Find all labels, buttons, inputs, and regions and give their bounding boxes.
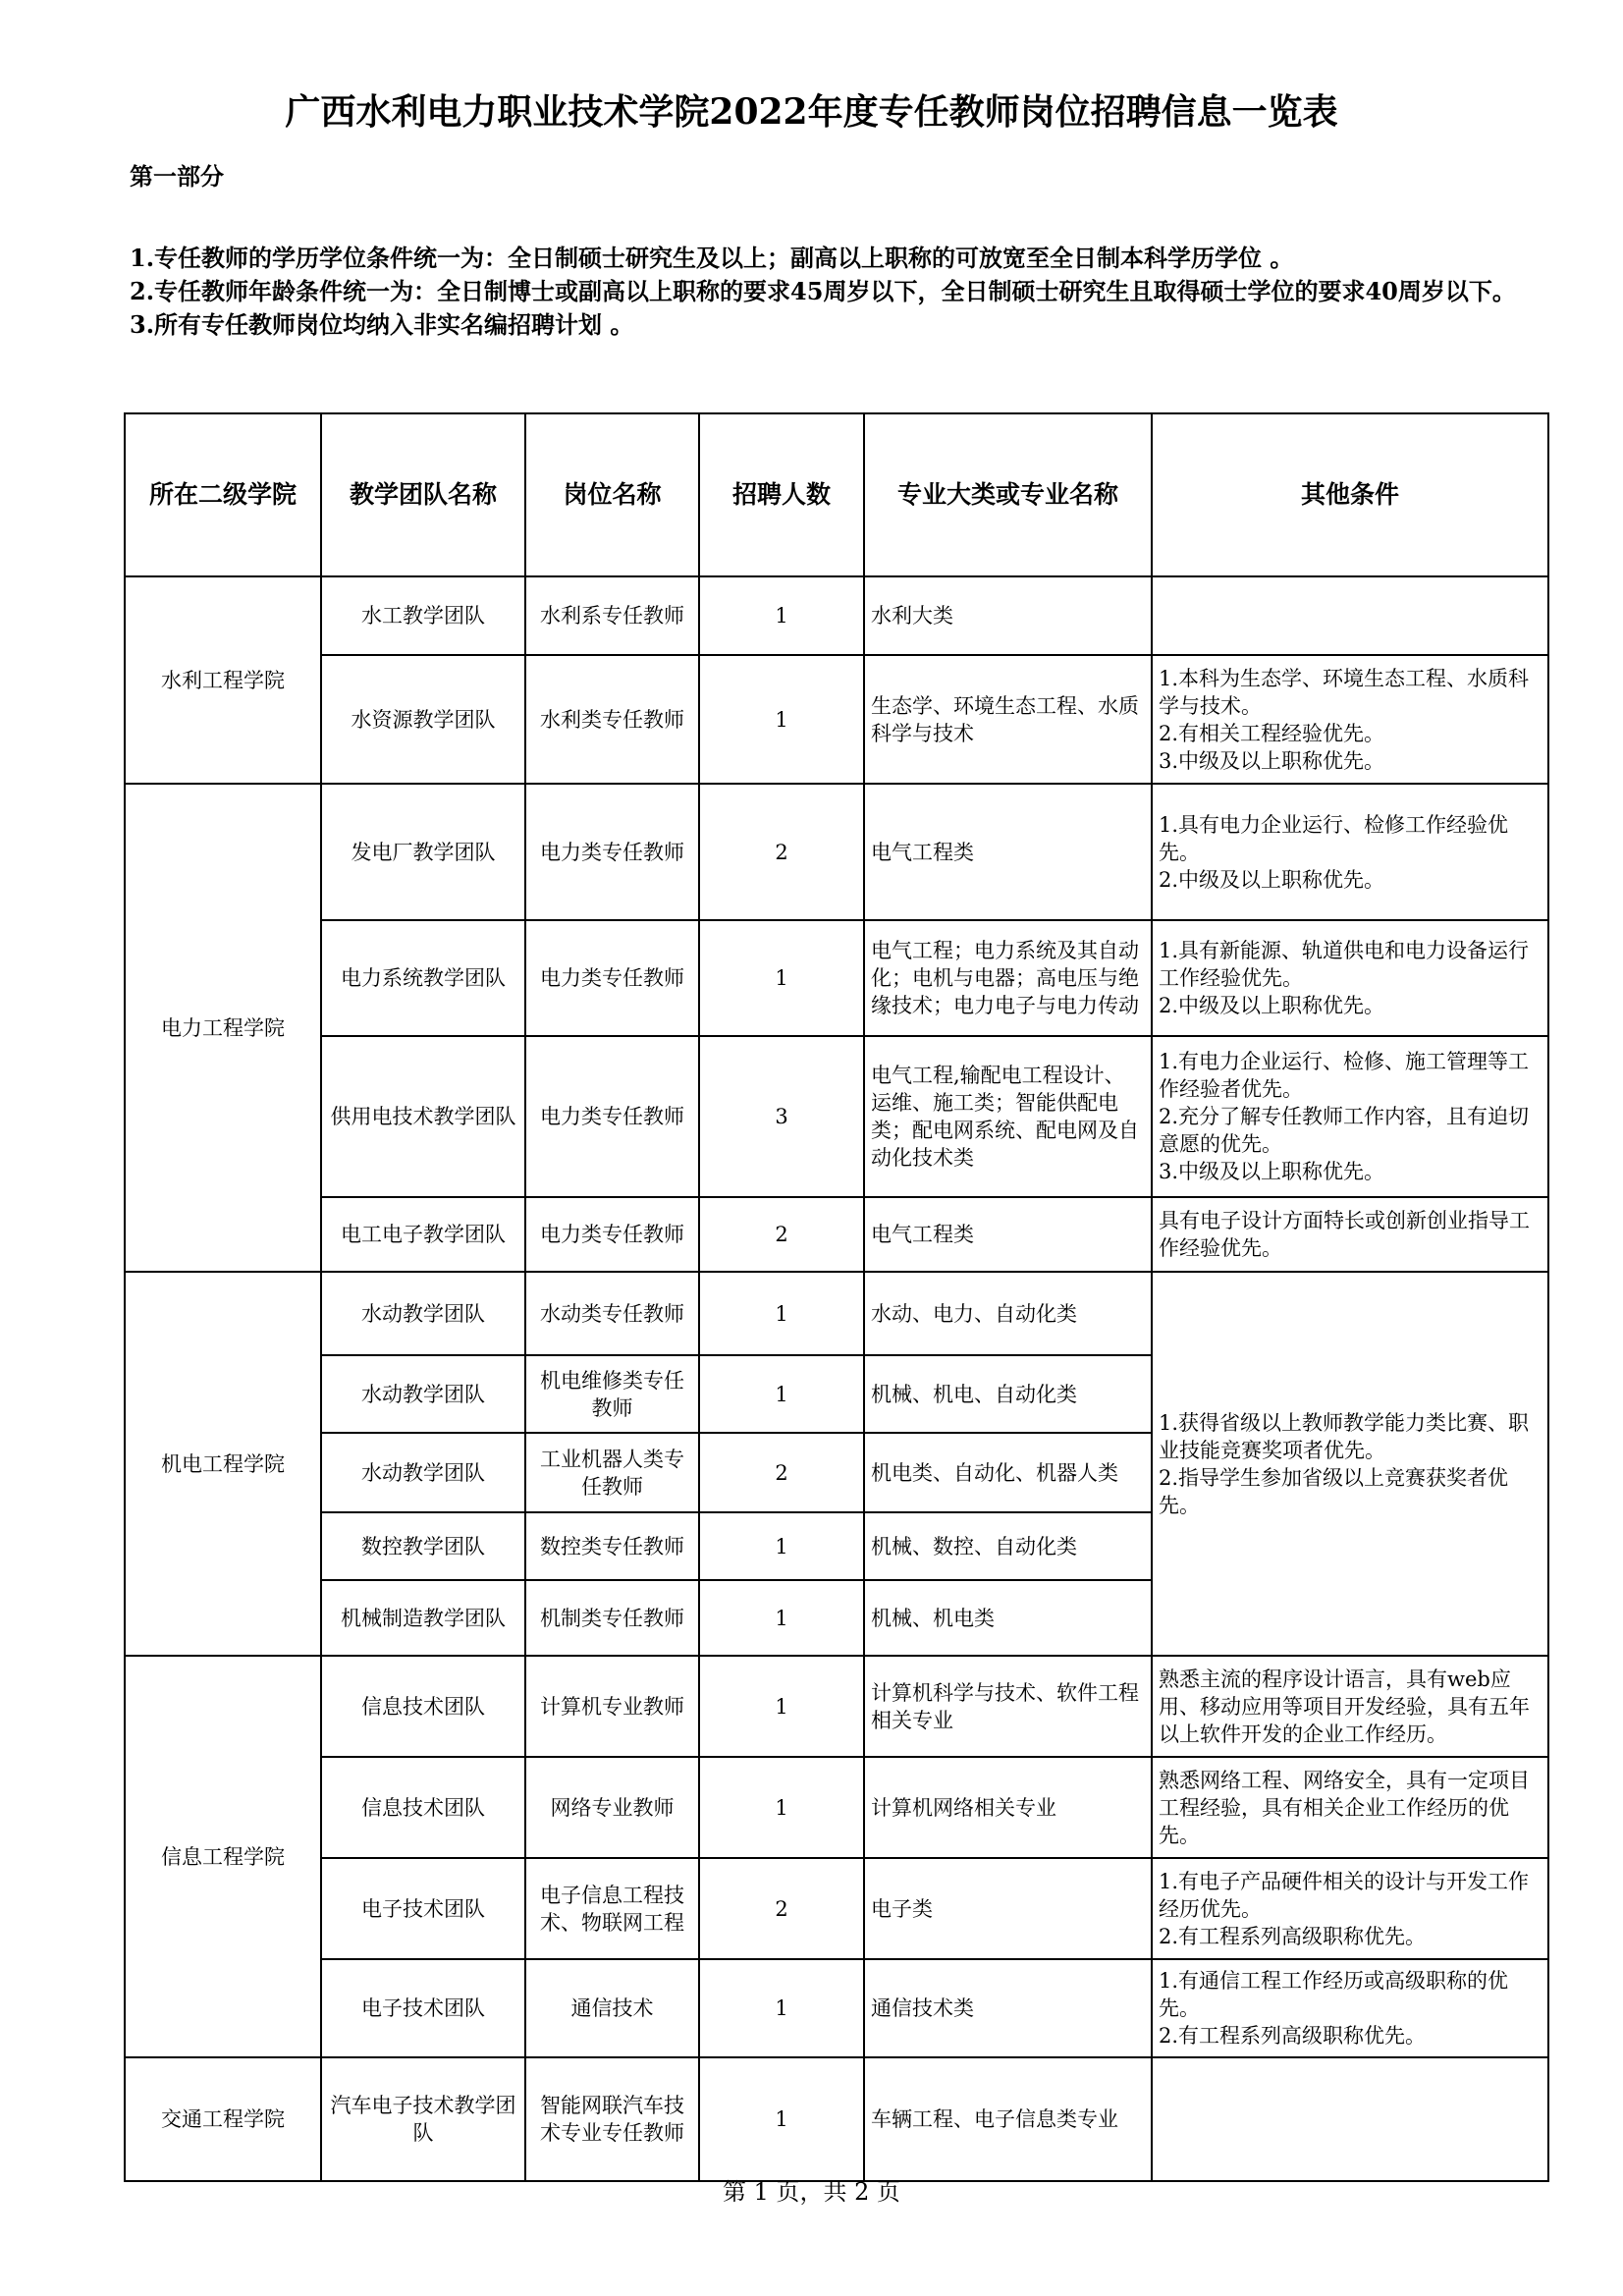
team-cell: 电子技术团队 (321, 1858, 525, 1959)
team-cell: 水动教学团队 (321, 1433, 525, 1512)
team-cell: 电力系统教学团队 (321, 920, 525, 1036)
team-cell: 水动教学团队 (321, 1355, 525, 1433)
note-2: 2.专任教师年龄条件统一为：全日制博士或副高以上职称的要求45周岁以下，全日制硕士研究生且取得硕士学位的要求40周岁以下。 (130, 277, 1516, 305)
note-1: 1.专任教师的学历学位条件统一为：全日制硕士研究生及以上；副高以上职称的可放宽至全日制本科学历学位 。 (130, 244, 1294, 272)
post-cell: 工业机器人类专任教师 (525, 1433, 699, 1512)
table-row (125, 784, 1548, 920)
college-cell: 水利工程学院 (125, 576, 321, 784)
major-cell: 电气工程,输配电工程设计、运维、施工类；智能供配电类；配电网系统、配电网及自动化技术类 (864, 1036, 1152, 1197)
count-cell: 2 (699, 1433, 864, 1512)
table-row (125, 1656, 1548, 1757)
page-title: 广西水利电力职业技术学院2022年度专任教师岗位招聘信息一览表 (285, 91, 1338, 133)
other-cell: 1.具有新能源、轨道供电和电力设备运行工作经验优先。 2.中级及以上职称优先。 (1152, 920, 1548, 1036)
team-cell: 发电厂教学团队 (321, 784, 525, 920)
count-cell: 1 (699, 1512, 864, 1580)
major-cell: 电气工程；电力系统及其自动化；电机与电器；高电压与绝缘技术；电力电子与电力传动 (864, 920, 1152, 1036)
other-cell: 1.有电力企业运行、检修、施工管理等工作经验者优先。 2.充分了解专任教师工作内容，且有迫切意愿的优先。 3.中级及以上职称优先。 (1152, 1036, 1548, 1197)
table-row (125, 1959, 1548, 2057)
post-cell: 计算机专业教师 (525, 1656, 699, 1757)
count-cell: 1 (699, 1580, 864, 1656)
count-cell: 1 (699, 1757, 864, 1858)
count-cell: 2 (699, 1197, 864, 1272)
table-row (125, 1757, 1548, 1858)
major-cell: 计算机科学与技术、软件工程相关专业 (864, 1656, 1152, 1757)
major-cell: 机械、机电、自动化类 (864, 1355, 1152, 1433)
other-cell: 1.本科为生态学、环境生态工程、水质科学与技术。 2.有相关工程经验优先。 3.中级及以上职称优先。 (1152, 655, 1548, 784)
major-cell: 电气工程类 (864, 784, 1152, 920)
page-footer: 第 1 页，共 2 页 (722, 2178, 901, 2206)
post-cell: 电力类专任教师 (525, 1197, 699, 1272)
major-cell: 电子类 (864, 1858, 1152, 1959)
post-cell: 水动类专任教师 (525, 1272, 699, 1355)
post-cell: 智能网联汽车技术专业专任教师 (525, 2057, 699, 2181)
post-cell: 网络专业教师 (525, 1757, 699, 1858)
other-cell: 1.具有电力企业运行、检修工作经验优先。 2.中级及以上职称优先。 (1152, 784, 1548, 920)
other-cell: 1.获得省级以上教师教学能力类比赛、职业技能竞赛奖项者优先。 2.指导学生参加省级以上竞赛获奖者优先。 (1152, 1272, 1548, 1656)
team-cell: 供用电技术教学团队 (321, 1036, 525, 1197)
team-cell: 电工电子教学团队 (321, 1197, 525, 1272)
major-cell: 水利大类 (864, 576, 1152, 655)
major-cell: 机电类、自动化、机器人类 (864, 1433, 1152, 1512)
post-cell: 电力类专任教师 (525, 920, 699, 1036)
major-cell: 生态学、环境生态工程、水质科学与技术 (864, 655, 1152, 784)
post-cell: 水利系专任教师 (525, 576, 699, 655)
major-cell: 车辆工程、电子信息类专业 (864, 2057, 1152, 2181)
count-cell: 2 (699, 784, 864, 920)
college-cell: 交通工程学院 (125, 2057, 321, 2181)
header-other: 其他条件 (1152, 413, 1548, 576)
team-cell: 信息技术团队 (321, 1757, 525, 1858)
post-cell: 电力类专任教师 (525, 1036, 699, 1197)
count-cell: 1 (699, 1656, 864, 1757)
team-cell: 水资源教学团队 (321, 655, 525, 784)
team-cell: 数控教学团队 (321, 1512, 525, 1580)
table-row (125, 655, 1548, 784)
note-3: 3.所有专任教师岗位均纳入非实名编招聘计划 。 (130, 310, 634, 339)
post-cell: 通信技术 (525, 1959, 699, 2057)
count-cell: 1 (699, 1355, 864, 1433)
post-cell: 电力类专任教师 (525, 784, 699, 920)
count-cell: 1 (699, 920, 864, 1036)
other-cell (1152, 576, 1548, 655)
count-cell: 1 (699, 1272, 864, 1355)
table-row (125, 1036, 1548, 1197)
count-cell: 1 (699, 1959, 864, 2057)
other-cell: 具有电子设计方面特长或创新创业指导工作经验优先。 (1152, 1197, 1548, 1272)
count-cell: 1 (699, 655, 864, 784)
section-label: 第一部分 (130, 162, 224, 191)
college-cell: 电力工程学院 (125, 784, 321, 1272)
notes (130, 242, 1553, 342)
post-cell: 水利类专任教师 (525, 655, 699, 784)
team-cell: 汽车电子技术教学团队 (321, 2057, 525, 2181)
table-row (125, 1197, 1548, 1272)
major-cell: 水动、电力、自动化类 (864, 1272, 1152, 1355)
table-row (125, 2057, 1548, 2181)
major-cell: 机械、数控、自动化类 (864, 1512, 1152, 1580)
table-row (125, 1858, 1548, 1959)
other-cell (1152, 2057, 1548, 2181)
post-cell: 电子信息工程技术、物联网工程 (525, 1858, 699, 1959)
table-header-row (125, 413, 1548, 576)
college-cell: 信息工程学院 (125, 1656, 321, 2057)
count-cell: 2 (699, 1858, 864, 1959)
team-cell: 信息技术团队 (321, 1656, 525, 1757)
header-college: 所在二级学院 (125, 413, 321, 576)
major-cell: 机械、机电类 (864, 1580, 1152, 1656)
team-cell: 水工教学团队 (321, 576, 525, 655)
team-cell: 机械制造教学团队 (321, 1580, 525, 1656)
other-cell: 熟悉主流的程序设计语言，具有web应用、移动应用等项目开发经验，具有五年以上软件开发的企业工作经历。 (1152, 1656, 1548, 1757)
major-cell: 电气工程类 (864, 1197, 1152, 1272)
header-team: 教学团队名称 (321, 413, 525, 576)
header-post: 岗位名称 (525, 413, 699, 576)
recruitment-table (124, 412, 1549, 2182)
other-cell: 1.有电子产品硬件相关的设计与开发工作经历优先。 2.有工程系列高级职称优先。 (1152, 1858, 1548, 1959)
college-cell: 机电工程学院 (125, 1272, 321, 1656)
major-cell: 通信技术类 (864, 1959, 1152, 2057)
major-cell: 计算机网络相关专业 (864, 1757, 1152, 1858)
team-cell: 电子技术团队 (321, 1959, 525, 2057)
count-cell: 1 (699, 576, 864, 655)
other-cell: 熟悉网络工程、网络安全，具有一定项目工程经验，具有相关企业工作经历的优先。 (1152, 1757, 1548, 1858)
post-cell: 机制类专任教师 (525, 1580, 699, 1656)
table-row (125, 920, 1548, 1036)
header-count: 招聘人数 (699, 413, 864, 576)
count-cell: 3 (699, 1036, 864, 1197)
header-major: 专业大类或专业名称 (864, 413, 1152, 576)
other-cell: 1.有通信工程工作经历或高级职称的优先。 2.有工程系列高级职称优先。 (1152, 1959, 1548, 2057)
team-cell: 水动教学团队 (321, 1272, 525, 1355)
table-row (125, 576, 1548, 655)
post-cell: 数控类专任教师 (525, 1512, 699, 1580)
table-row (125, 1272, 1548, 1355)
count-cell: 1 (699, 2057, 864, 2181)
post-cell: 机电维修类专任教师 (525, 1355, 699, 1433)
